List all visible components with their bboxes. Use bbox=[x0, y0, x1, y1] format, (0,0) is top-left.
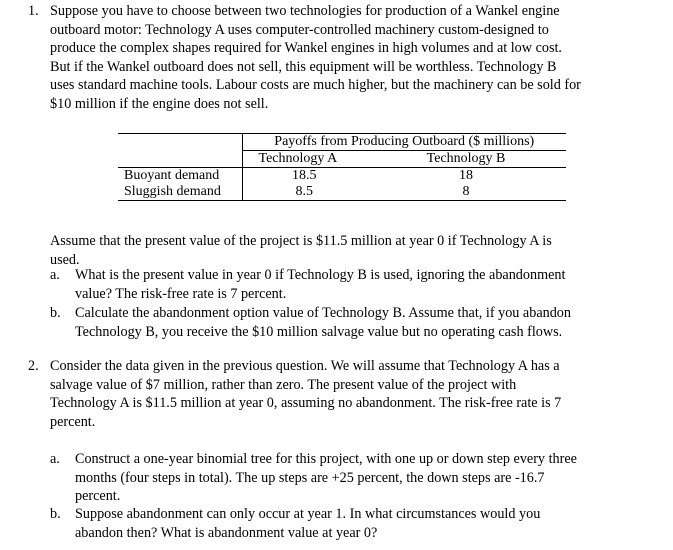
q2a-line-3: percent. bbox=[75, 488, 121, 505]
q2-line-3: Technology A is $11.5 million at year 0, assuming no abandonment. The risk-free rate is 7 bbox=[50, 395, 562, 412]
q1b-label: b. bbox=[50, 305, 61, 321]
cell-sluggish-a: 8.5 bbox=[242, 184, 366, 201]
question-1-assumption bbox=[50, 232, 658, 269]
q2-line-2: salvage value of $7 million, rather than zero. The present value of the project with bbox=[50, 376, 517, 393]
column-header-technology-b: Technology B bbox=[366, 151, 566, 168]
column-header-technology-a: Technology A bbox=[242, 151, 366, 168]
q1a-label: a. bbox=[50, 267, 60, 283]
cell-sluggish-b: 8 bbox=[366, 184, 566, 201]
q2-line-4: percent. bbox=[50, 413, 96, 430]
question-2-intro bbox=[50, 357, 658, 431]
q2a-line-1: Construct a one-year binomial tree for this project, with one up or down step every three bbox=[75, 451, 577, 467]
cell-buoyant-a: 18.5 bbox=[242, 168, 366, 185]
question-1-number: 1. bbox=[28, 3, 39, 19]
row-label-sluggish: Sluggish demand bbox=[118, 184, 242, 201]
q2-line-1: Consider the data given in the previous question. We will assume that Technology A has a bbox=[50, 358, 560, 374]
q1a-line-1: What is the present value in year 0 if Technology B is used, ignoring the abandonment bbox=[75, 267, 566, 283]
q1-line-4: But if the Wankel outboard does not sell, this equipment will be worthless. Technology B bbox=[50, 58, 557, 75]
q1-line-3: produce the complex shapes required for Wankel engines in high volumes and at low cost. bbox=[50, 40, 562, 57]
cell-buoyant-b: 18 bbox=[459, 168, 473, 183]
q2b-label: b. bbox=[50, 506, 61, 522]
row-label-buoyant: Buoyant demand bbox=[124, 168, 220, 183]
question-2a bbox=[50, 450, 650, 506]
q2b-line-1: Suppose abandonment can only occur at year 1. In what circumstances would you bbox=[75, 506, 541, 522]
q1-line-1: Suppose you have to choose between two technologies for production of a Wankel engine bbox=[50, 3, 560, 19]
assume-line-2: used. bbox=[50, 251, 80, 268]
q2b-line-2: abandon then? What is abandonment value at year 0? bbox=[75, 524, 378, 541]
assume-line-1: Assume that the present value of the project is $11.5 million at year 0 if Technology A is bbox=[50, 233, 552, 249]
table-row bbox=[118, 168, 566, 185]
question-2b bbox=[50, 505, 650, 542]
q1b-line-1: Calculate the abandonment option value of Technology B. Assume that, if you abandon bbox=[75, 305, 571, 321]
q1-line-2: outboard motor: Technology A uses computer-controlled machinery custom-designed to bbox=[50, 21, 549, 38]
q1-line-5: uses standard machine tools. Labour costs are much higher, but the machinery can be sold for bbox=[50, 77, 581, 94]
q2a-line-2: months (four steps in total). The up steps are +25 percent, the down steps are -16.7 bbox=[75, 469, 545, 486]
question-2-number: 2. bbox=[28, 358, 39, 374]
q1-line-6: $10 million if the engine does not sell. bbox=[50, 95, 269, 112]
question-1-intro bbox=[50, 2, 658, 114]
payoff-table bbox=[118, 133, 566, 201]
question-1a bbox=[50, 266, 650, 303]
payoff-group-header: Payoffs from Producing Outboard ($ millions) bbox=[242, 134, 566, 151]
table-row bbox=[118, 184, 566, 201]
question-1b bbox=[50, 304, 650, 341]
q1b-line-2: Technology B, you receive the $10 million salvage value but no operating cash flows. bbox=[75, 323, 563, 340]
q1a-line-2: value? The risk-free rate is 7 percent. bbox=[75, 285, 287, 302]
q2a-label: a. bbox=[50, 451, 60, 467]
